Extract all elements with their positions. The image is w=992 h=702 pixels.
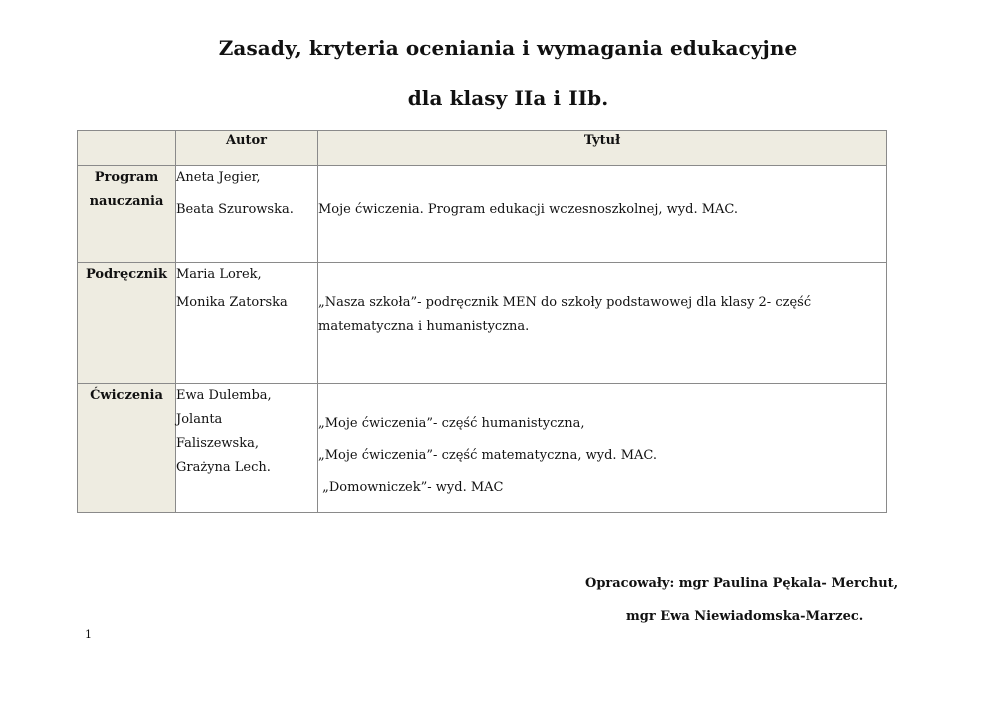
table-header-empty (78, 131, 176, 166)
table-header-author: Autor (176, 131, 318, 166)
row-label-program: Program nauczania (78, 166, 176, 263)
table-header-title: Tytuł (318, 131, 887, 166)
page-number: 1 (85, 628, 92, 641)
authors-program: Aneta Jegier, Beata Szurowska. (176, 166, 318, 263)
table-row (78, 384, 887, 513)
table-header-row (78, 131, 887, 166)
row-label-cwiczenia: Ćwiczenia (78, 384, 176, 513)
table-row (78, 166, 887, 263)
prepared-by-line-1: Opracowały: mgr Paulina Pękala- Merchut, (585, 576, 899, 591)
row-label-podrecznik: Podręcznik (78, 263, 176, 384)
titles-podrecznik: „Nasza szkoła”- podręcznik MEN do szkoły podstawowej dla klasy 2- część matematyczna i humanistyczna. (318, 263, 887, 384)
authors-podrecznik: Maria Lorek, Monika Zatorska (176, 263, 318, 384)
prepared-by-line-2: mgr Ewa Niewiadomska-Marzec. (626, 609, 864, 624)
authors-cwiczenia: Ewa Dulemba, Jolanta Faliszewska, Grażyna Lech. (176, 384, 318, 513)
titles-cwiczenia: „Moje ćwiczenia”- część humanistyczna, „Moje ćwiczenia”- część matematyczna, wyd. MAC. „Domowniczek”- wyd. MAC (318, 384, 887, 513)
curriculum-table (77, 130, 887, 513)
document-title-line-2: dla klasy IIa i IIb. (407, 86, 609, 110)
document-title-line-1: Zasady, kryteria oceniania i wymagania edukacyjne (218, 36, 798, 60)
titles-program: Moje ćwiczenia. Program edukacji wczesnoszkolnej, wyd. MAC. (318, 166, 887, 263)
table-row (78, 263, 887, 384)
